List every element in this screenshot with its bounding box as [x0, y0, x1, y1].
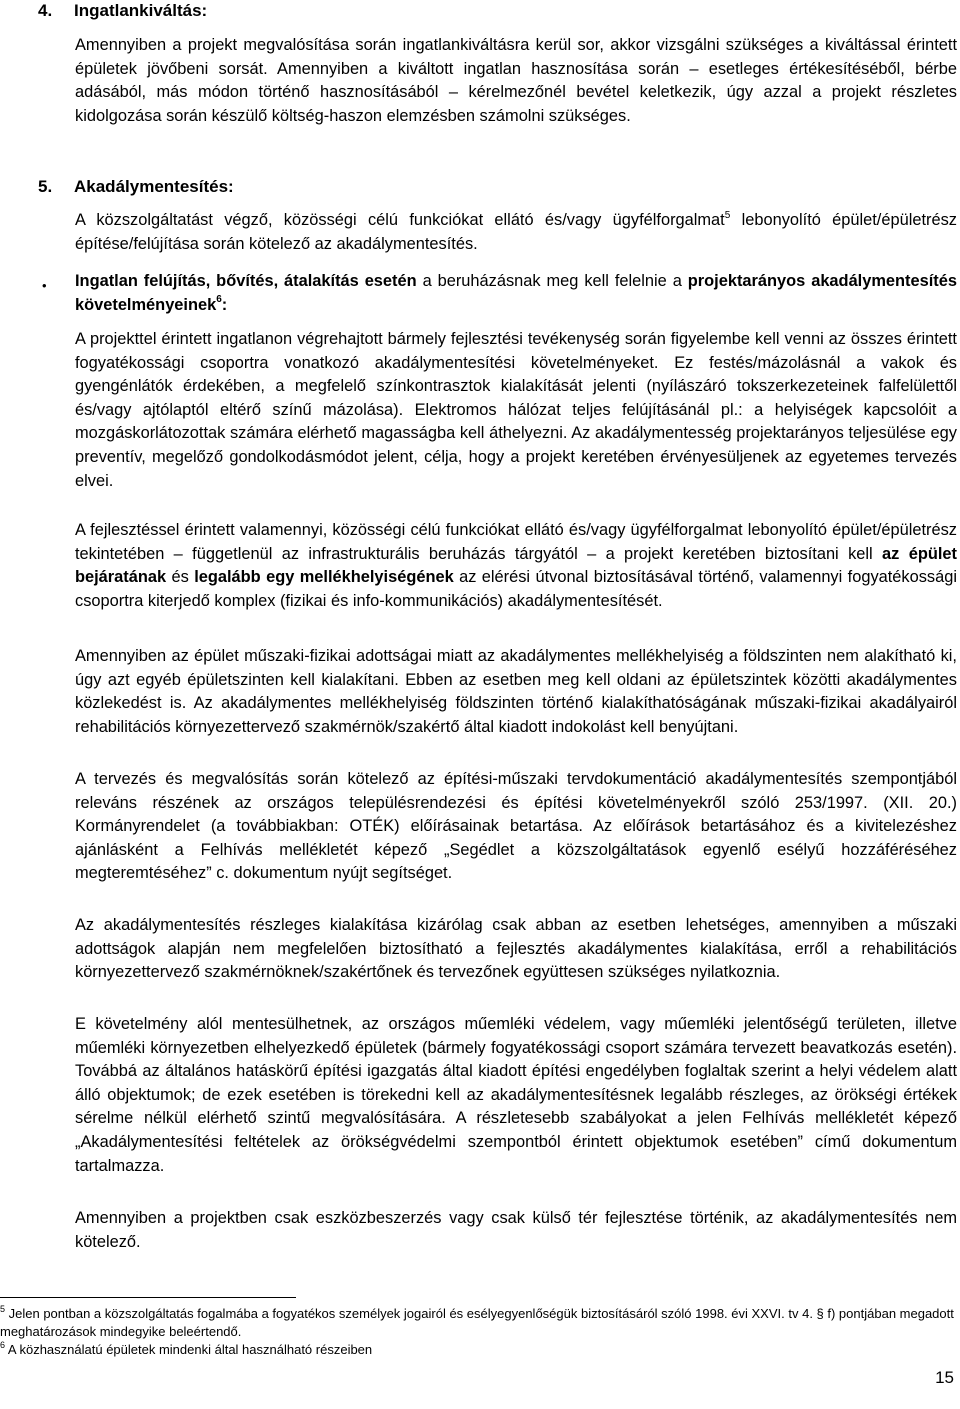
footnote-ref-6[interactable]: 6	[216, 294, 222, 306]
intro-text-1: A közszolgáltatást végző, közösségi célú funkciókat ellátó és/vagy ügyfélforgalmat	[75, 211, 725, 229]
section-4-title: Ingatlankiváltás:	[74, 1, 208, 20]
p2-text-e: az elérési útvonal biztosításával történő, valamennyi fogyatékossági csoportra kiterjedő komplex (fizikai és info-kommunikációs) akadálymentesítését.	[75, 568, 957, 610]
paragraph-7: Amennyiben a projektben csak eszközbeszerzés vagy csak külső tér fejlesztése történik, az akadálymentesítés nem kötelező.	[75, 1209, 957, 1251]
paragraph-4: A tervezés és megvalósítás során kötelező az építési-műszaki tervdokumentáció akadálymentesítés szempontjából releváns részének az országos településrendezési és építési követelményekről szóló 253/1997. (XII. 20.) Kormányrendelet (a továbbiakban: OTÉK) előírásainak betartása. Az előírások betartásához és a kivitelezéshez ajánlásként a Felhívás mellékletét képező „Segédlet a közszolgáltatások egyenlő esélyű hozzáféréséhez megteremtéséhez” c. dokumentum nyújt segítséget.	[75, 770, 957, 883]
bullet-dot-icon: •	[42, 278, 47, 293]
paragraph-5: Az akadálymentesítés részleges kialakítása kizárólag csak abban az esetben lehetséges, amennyiben a műszaki adottságok alapján nem megfelelően biztosítható a fejlesztés akadálymentes kialakítása, erről a rehabilitációs környezettervező szakmérnöknek/szakértőnek és tervezőnek együttesen szükséges nyilatkoznia.	[75, 916, 957, 982]
section-4-heading	[38, 0, 207, 22]
section-5-title: Akadálymentesítés:	[74, 177, 234, 196]
footnote-6-text: A közhasználatú épületek mindenki által használható részeiben	[5, 1342, 373, 1357]
footnote-ref-5[interactable]: 5	[724, 209, 731, 221]
bullet-bold-1: Ingatlan felújítás, bővítés, átalakítás esetén	[75, 272, 417, 290]
footnote-6-mark: 6	[0, 1339, 6, 1350]
section-5-heading	[38, 176, 234, 198]
section-5-number: 5.	[38, 177, 53, 196]
section-5-intro	[75, 209, 957, 256]
page-number: 15	[935, 1368, 954, 1387]
bullet-text: a beruházásnak meg kell felelnie a	[416, 272, 688, 290]
p2-text-a: A fejlesztéssel érintett valamennyi, közösségi célú funkciókat ellátó és/vagy ügyfélforgalmat lebonyolító épület/épületrész tekintetében – függetlenül az infrastrukturális beruházás tárgyától – a projekt keretében biztosítani kell	[75, 521, 957, 563]
footnote-5-mark: 5	[0, 1303, 6, 1314]
paragraph-3: Amennyiben az épület műszaki-fizikai adottságai miatt az akadálymentes mellékhelyiség a földszinten nem alakítható ki, úgy azt egyéb épületszinten kell kialakítani. Ebben az esetben meg kell oldani az épületszintek közötti akadálymentes közlekedést is. Az akadálymentes mellékhelyiség földszinten történő kialakíthatóságának műszaki-fizikai akadályairól rehabilitációs környezettervező szakmérnök/szakértő által kiadott indokolást kell benyújtani.	[75, 647, 957, 736]
footnote-5	[0, 1305, 955, 1341]
footnote-5-text: Jelen pontban a közszolgáltatás fogalmába a fogyatékos személyek jogairól és esélyegyenlőségük biztosításáról szóló 1998. évi XXVI. tv 4. § f) pontjában megadott meghatározások mindegyike beleértendő.	[0, 1306, 954, 1339]
footnote-separator	[0, 1297, 296, 1298]
paragraph-2	[75, 519, 957, 613]
section-4-number: 4.	[38, 1, 53, 20]
footnotes	[0, 1305, 955, 1359]
bullet-bold-2: projektarányos akadálymentesítés követelményeinek	[75, 272, 957, 314]
bullet-item	[75, 270, 957, 317]
section-4-paragraph: Amennyiben a projekt megvalósítása során ingatlankiváltásra kerül sor, akkor vizsgálni szükséges a kiváltással érintett épületek jövőbeni sorsát. Amennyiben a kiváltott ingatlan hasznosítása során – esetleges értékesítéséből, bérbe adásából, más módon történő hasznosításából – kérelmezőnél bevétel keletkezik, úgy azzal a projekt részletes kidolgozása során készülő költség-haszon elemzésben számolni szükséges.	[75, 36, 957, 125]
footnote-6	[0, 1341, 955, 1359]
intro-text-2: lebonyolító épület/épületrész építése/felújítása során kötelező az akadálymentesítés.	[75, 211, 957, 253]
p2-text-c: és	[166, 568, 195, 587]
p2-bold-restroom: legalább egy mellékhelyiségének	[194, 568, 454, 587]
bullet-colon: :	[221, 295, 228, 314]
paragraph-1: A projekttel érintett ingatlanon végrehajtott bármely fejlesztési tevékenység során figyelembe kell venni az összes érintett fogyatékossági csoportra vonatkozó akadálymentesítési követelményeket. Ez festés/mázolásnál a vakok és gyengénlátók érdekében, a megfelelő színkontrasztok kialakítását jelenti (nyílászáró tokszerkezeteinek falfelülettől és/vagy ajtólaptól eltérő színű mázolása). Elektromos hálózat teljes felújításánál pl.: a helyiségek kapcsolóit a mozgáskorlátozottak számára elérhető magasságba kell áthelyezni. Az akadálymentesség projektarányos teljesülése egy preventív, megelőző gondolkodásmódot jelent, célja, hogy a projekt keretében érvényesüljenek az egyetemes tervezés elvei.	[75, 330, 957, 490]
paragraph-6: E követelmény alól mentesülhetnek, az országos műemléki védelem, vagy műemléki jelentőségű területen, illetve műemléki környezetben elhelyezkedő épületek (bármely fogyatékossági csoport számára tervezett beavatkozás esetén). Továbbá az általános hatáskörű építési igazgatás által kiadott építési engedélyben foglaltak szerint a helyi védelem alatt álló objektumok; de ezek esetében is törekedni kell az akadálymentesítésnek legalább részleges, az örökségi értékek sérelme nélkül elérhető szintű megvalósítására. A részletesebb szabályokat a jelen Felhívás mellékletét képező „Akadálymentesítési feltételek az örökségvédelmi szempontból érintett objektumok esetében” című dokumentum tartalmazza.	[75, 1015, 957, 1175]
p2-bold-entrance: az épület bejáratának	[75, 544, 957, 587]
